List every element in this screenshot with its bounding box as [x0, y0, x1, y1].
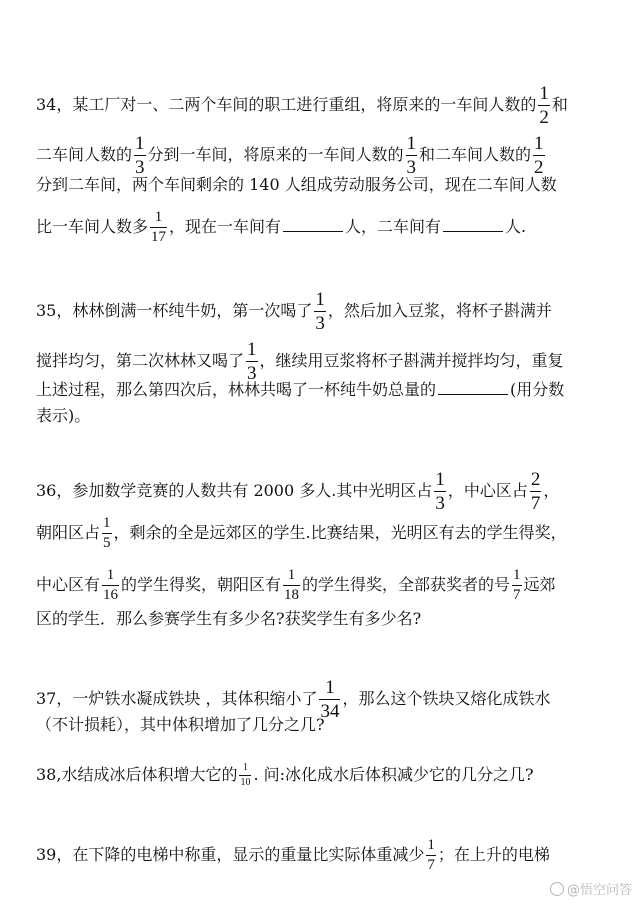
fraction: $\frac{1}{2}$ [534, 133, 544, 178]
problem-35-line-4: 表示)。 [36, 406, 91, 425]
problem-35-line-3: 上述过程，那么第四次后，林林共喝了一杯纯牛奶总量的 (用分数 [36, 380, 565, 399]
fraction: $\frac{1}{7}$ [513, 567, 521, 603]
problem-39-line-1: 39，在下降的电梯中称重，显示的重量比实际体重减少 $\frac{1}{7}$ ；在上升的电梯 [36, 837, 550, 873]
fraction: $\frac{1}{34}$ [320, 677, 340, 722]
fraction: $\frac{1}{3}$ [406, 133, 417, 178]
answer-blank [283, 215, 343, 232]
answer-blank [438, 378, 508, 395]
fraction: $\frac{1}{17}$ [151, 209, 167, 245]
fraction: $\frac{1}{18}$ [284, 567, 300, 603]
fraction: $\frac{1}{3}$ [435, 469, 445, 514]
fraction: $\frac{1}{3}$ [247, 339, 257, 384]
problem-34-line-1: 34，某工厂对一、二两个车间的职工进行重组，将原来的一车间人数的 $\frac{1}{2}$ 和 [36, 83, 568, 128]
fraction: $\frac{1}{7}$ [427, 837, 435, 873]
watermark-text: @悟空问答 [566, 883, 632, 898]
problem-37-line-1: 37，一炉铁水凝成铁块 ，其体积缩小了 $\frac{1}{34}$ ，那么这个铁块又熔化成铁水 [36, 677, 551, 722]
problem-38-line-1: 38,水结成冰后体积增大它的 $\frac{1}{10}$ . 问:冰化成水后体积减少它的几分之几? [36, 762, 534, 788]
problem-36-line-1: 36，参加数学竞赛的人数共有 2000 多人.其中光明区占 $\frac{1}{3}$ ，中心区占 $\frac{2}{7}$ ， [36, 469, 560, 514]
problem-37-line-2: （不计损耗），其中体积增加了几分之几? [36, 715, 325, 734]
fraction: $\frac{1}{2}$ [539, 83, 549, 128]
problem-34-line-4: 比一车间人数多 $\frac{1}{17}$ ，现在一车间有 人，二车间有 人. [36, 209, 527, 245]
fraction: $\frac{2}{7}$ [530, 469, 541, 514]
fraction: $\frac{1}{10}$ [240, 762, 251, 788]
wukong-logo-icon [550, 882, 564, 896]
problem-34-line-2: 二车间人数的 $\frac{1}{3}$ 分到一车间，将原来的一车间人数的 $\frac{1}{3}$ 和二车间人数的 $\frac{1}{2}$ [36, 133, 544, 178]
problem-36-line-3: 中心区有 $\frac{1}{16}$ 的学生得奖，朝阳区有 $\frac{1}{18}$ 的学生得奖，全部获奖者的号 $\frac{1}{7}$ 远郊 [36, 567, 556, 603]
problem-35-line-2: 搅拌均匀，第二次林林又喝了 $\frac{1}{3}$ ，继续用豆浆将杯子斟满并搅拌均匀，重复 [36, 339, 564, 384]
fraction: $\frac{1}{3}$ [315, 289, 325, 334]
fraction: $\frac{1}{5}$ [103, 515, 111, 551]
fraction: $\frac{1}{3}$ [135, 133, 145, 178]
problem-36-line-4: 区的学生．那么参赛学生有多少名?获奖学生有多少名? [36, 609, 422, 628]
problem-34-line-3: 分到二车间，两个车间剩余的 140 人组成劳动服务公司，现在二车间人数 [36, 175, 557, 194]
watermark [550, 879, 632, 898]
fraction: $\frac{1}{16}$ [103, 567, 119, 603]
answer-blank [443, 215, 503, 232]
problem-35-line-1: 35，林林倒满一杯纯牛奶，第一次喝了 $\frac{1}{3}$ ，然后加入豆浆，将杯子斟满并 [36, 289, 552, 334]
problem-36-line-2: 朝阳区占 $\frac{1}{5}$ ，剩余的全是远郊区的学生.比赛结果，光明区有去的学生得奖， [36, 515, 567, 551]
